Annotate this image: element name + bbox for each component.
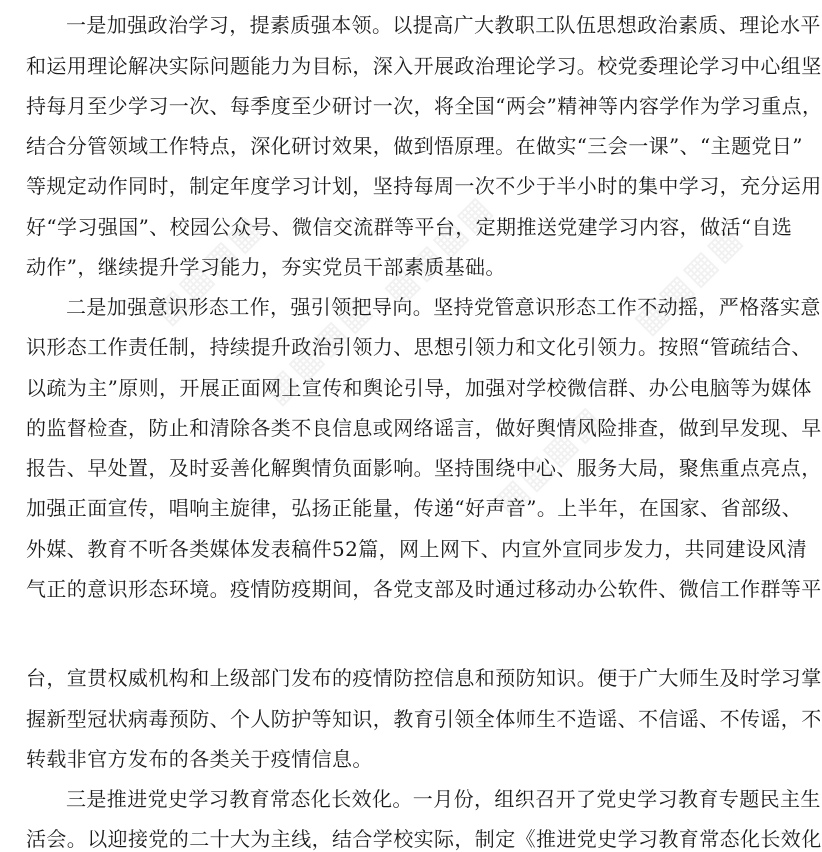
paragraph-1-line: 和运用理论解决实际问题能力为目标，深入开展政治理论学习。校党委理论学习中心组坚 (26, 54, 822, 78)
watermark-mark: ▦▦▦▦ (625, 217, 751, 343)
watermark-mark: ▦▦▦▦ (375, 187, 501, 313)
paragraph-2-line: 气正的意识形态环境。疫情防疫期间，各党支部及时通过移动办公软件、微信工作群等平 (26, 577, 822, 601)
paragraph-2-line: 识形态工作责任制，持续提升政治引领力、思想引领力和文化引领力。按照“管疏结合、 (26, 335, 812, 359)
paragraph-1-line: 好“学习强国”、校园公众号、微信交流群等平台，定期推送党建学习内容，做活“自选 (26, 215, 793, 239)
watermark-mark: ▦▦▦▦ (485, 397, 611, 523)
paragraph-1-line: 等规定动作同时，制定年度学习计划，坚持每周一次不少于半小时的集中学习，充分运用 (26, 174, 822, 198)
paragraph-1-line: 持每月至少学习一次、每季度至少研讨一次，将全国“两会”精神等内容学作为学习重点， (26, 94, 822, 118)
paragraph-2-line: 转载非官方发布的各类关于疫情信息。 (26, 747, 373, 771)
watermark-mark: ▦▦▦▦ (255, 287, 381, 413)
paragraph-3-line: 活会。以迎接党的二十大为主线，结合学校实际，制定《推进党史学习教育常态化长效化 (26, 827, 822, 851)
paragraph-1-line: 一是加强政治学习，提素质强本领。以提高广大教职工队伍思想政治素质、理论水平 (66, 13, 821, 37)
paragraph-2-line: 以疏为主”原则，开展正面网上宣传和舆论引导，加强对学校微信群、办公电脑等为媒体 (26, 376, 812, 400)
paragraph-2-line: 报告、早处置，及时妥善化解舆情负面影响。坚持围绕中心、服务大局，聚焦重点亮点， (26, 456, 822, 480)
paragraph-1-line: 动作”，继续提升学习能力，夯实党员干部素质基础。 (26, 255, 506, 279)
watermark-mark: ▦▦▦▦ (145, 207, 271, 333)
paragraph-3-line: 三是推进党史学习教育常态化长效化。一月份，组织召开了党史学习教育专题民主生 (66, 787, 821, 811)
paragraph-1-line: 结合分管领域工作特点，深化研讨效果，做到悟原理。在做实“三会一课”、“主题党日” (26, 134, 803, 158)
paragraph-2-line: 加强正面宣传，唱响主旋律，弘扬正能量，传递“好声音”。上半年，在国家、省部级、 (26, 496, 803, 520)
paragraph-2-line: 握新型冠状病毒预防、个人防护等知识，教育引领全体师生不造谣、不信谣、不传谣，不 (26, 707, 822, 731)
paragraph-2-line: 台，宣贯权威机构和上级部门发布的疫情防控信息和预防知识。便于广大师生及时学习掌 (26, 666, 822, 690)
paragraph-2-line: 外媒、教育不听各类媒体发表稿件52篇，网上网下、内宣外宣同步发力，共同建设风清 (26, 537, 808, 561)
paragraph-2-line: 二是加强意识形态工作，强引领把导向。坚持党管意识形态工作不动摇，严格落实意 (66, 295, 821, 319)
paragraph-2-line: 的监督检查，防止和清除各类不良信息或网络谣言，做好舆情风险排查，做到早发现、早 (26, 416, 822, 440)
